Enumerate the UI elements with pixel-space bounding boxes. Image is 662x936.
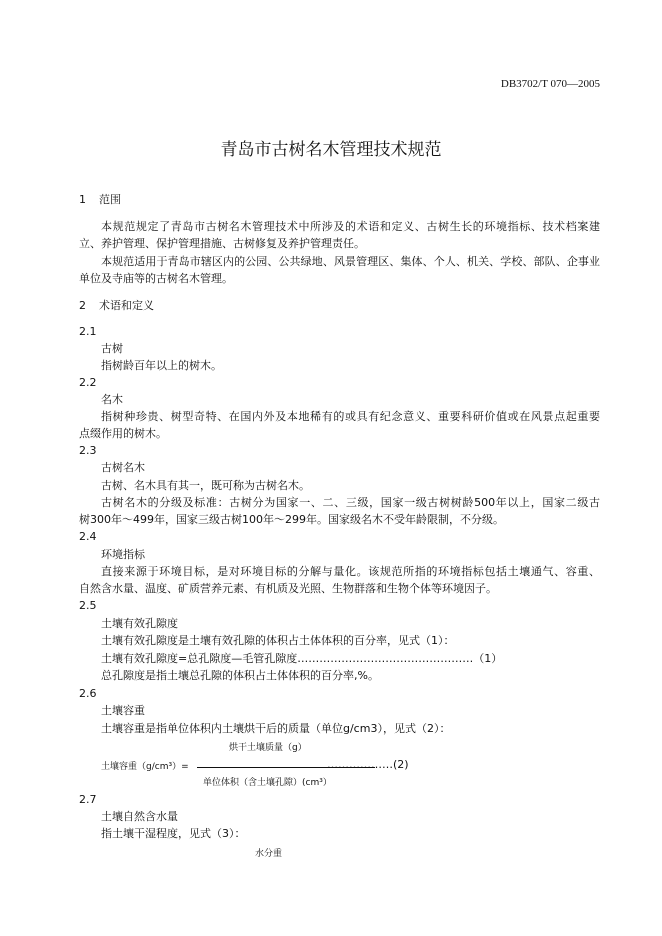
document-code: DB3702/T 070—2005 (500, 78, 600, 90)
clause-number: 2.5 (79, 599, 97, 612)
paragraph-line: 单位及寺庙等的古树名木管理。 (79, 272, 233, 285)
definition: 土壤有效孔隙度是土壤有效孔隙的体积占土体体积的百分率，见式（1）： (101, 634, 455, 647)
clause-number: 2.7 (79, 793, 97, 806)
definition: 树300年～499年，国家三级古树100年～299年。国家级名木不受年龄限制，不分级。 (79, 513, 504, 526)
definition: 指树龄百年以上的树木。 (101, 359, 222, 372)
definition: 指土壤干湿程度，见式（3）： (101, 827, 246, 840)
section-heading-1 (79, 192, 121, 208)
paragraph-line: 本规范规定了青岛市古树名木管理技术中所涉及的术语和定义、古树生长的环境指标、技术档案建 (101, 220, 600, 233)
section-title: 术语和定义 (99, 299, 154, 312)
definition: 古树、名木具有其一，既可称为古树名木。 (101, 479, 310, 492)
paragraph-line: 本规范适用于青岛市辖区内的公园、公共绿地、风景管理区、集体、个人、机关、学校、部队、企事业 (101, 255, 600, 268)
formula-2-denominator: 单位体积（含土壤孔隙）(cm³） (203, 778, 332, 788)
term: 名木 (101, 393, 123, 406)
formula-2-numerator: 烘干土壤质量（g） (229, 743, 307, 753)
clause-number: 2.2 (79, 376, 97, 389)
term: 古树名木 (101, 461, 145, 474)
definition: 指树种珍贵、树型奇特、在国内外及本地稀有的或具有纪念意义、重要科研价值或在风景点起重要 (101, 410, 600, 423)
section-heading-2 (79, 298, 154, 314)
page-title: 青岛市古树名木管理技术规范 (220, 140, 442, 160)
section-number: 2 (79, 299, 86, 312)
clause-number: 2.1 (79, 325, 97, 338)
formula-2-dots: ………………(2) (327, 758, 409, 771)
formula-2-lhs: 土壤容重（g/cm³）= (101, 762, 189, 772)
definition: 总孔隙度是指土壤总孔隙的体积占土体体积的百分率,%。 (101, 669, 379, 682)
definition: 点缀作用的树木。 (79, 427, 167, 440)
definition: 土壤容重是指单位体积内土壤烘干后的质量（单位g/cm3），见式（2）： (101, 722, 451, 735)
definition: 古树名木的分级及标准：古树分为国家一、二、三级，国家一级古树树龄500年以上，国家二级古 (101, 496, 600, 509)
clause-number: 2.4 (79, 530, 97, 543)
definition: 直接来源于环境目标，是对环境目标的分解与量化。该规范所指的环境指标包括土壤通气、容重、 (101, 565, 600, 578)
formula-3-numerator: 水分重 (255, 849, 283, 859)
term: 土壤容重 (101, 704, 145, 717)
section-number: 1 (79, 193, 86, 206)
section-title: 范围 (99, 193, 121, 206)
term: 土壤有效孔隙度 (101, 617, 178, 630)
definition: 自然含水量、温度、矿质营养元素、有机质及光照、生物群落和生物个体等环境因子。 (79, 582, 497, 595)
formula-1: 土壤有效孔隙度=总孔隙度—毛管孔隙度…………………………………………（1） (101, 652, 503, 665)
term: 古树 (101, 342, 123, 355)
term: 环境指标 (101, 548, 145, 561)
term: 土壤自然含水量 (101, 810, 178, 823)
clause-number: 2.6 (79, 687, 97, 700)
paragraph-line: 立、养护管理、保护管理措施、古树修复及养护管理责任。 (79, 237, 365, 250)
clause-number: 2.3 (79, 444, 97, 457)
